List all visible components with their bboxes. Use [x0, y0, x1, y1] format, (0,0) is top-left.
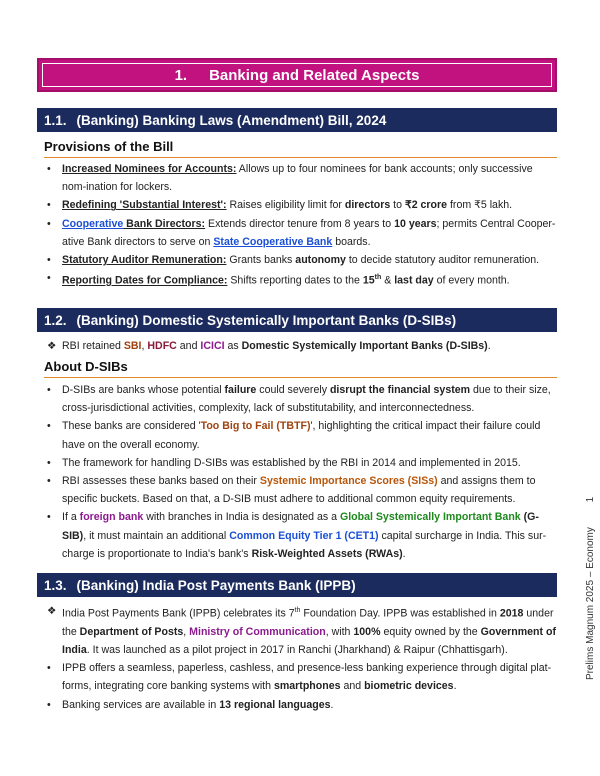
hdfc-highlight: HDFC: [147, 340, 177, 352]
list-item: • Banking services are available in 13 regional languages.: [47, 698, 334, 711]
list-item: • Cooperative Bank Directors: Extends director tenure from 8 years to 10 years; permits Central Cooper-ative Bank directors to serve on State Cooperative Bank boards.: [47, 217, 556, 248]
list-item: • IPPB offers a seamless, paperless, cashless, and presence-less banking experience through digital plat-forms, integrating core banking systems with smartphones and biometric devices.: [47, 662, 552, 693]
lead-text: under the: [62, 607, 554, 638]
section-heading-1-3: [37, 573, 557, 597]
lead-bold: Domestic Systemically Important Banks (D-SIBs): [241, 340, 488, 352]
list-item: • D-SIBs are banks whose potential failure could severely disrupt the financial system due to their size, cross-jurisdictional activities, complexity, lack of substitutability, and interconnectedness.: [47, 384, 551, 415]
lead-text: ,: [183, 625, 190, 638]
item-text: ; permits Central Cooper-ative Bank directors to serve on: [62, 217, 556, 248]
list-item: • RBI assesses these banks based on their Systemic Importance Scores (SISs) and assigns them to specific buckets. Based on that, a D-SIB must adhere to additional common equity requirements.: [47, 475, 536, 506]
item-text: Extends director tenure from 8 years to: [205, 217, 395, 230]
cooperative-link[interactable]: Cooperative: [62, 217, 124, 230]
item-text: with branches in India is designated as a: [143, 511, 340, 524]
item-bold: last day: [394, 274, 434, 287]
item-bold: smartphones: [273, 680, 341, 693]
sis-highlight: Systemic Importance Scores (SISs): [259, 475, 438, 488]
dsib-list: [44, 381, 557, 563]
lead-bold: Government of India: [62, 625, 556, 656]
tbtf-highlight: Too Big to Fail (TBTF): [200, 420, 311, 433]
lead-sup: th: [294, 607, 301, 614]
list-item: • Redefining 'Substantial Interest': Raises eligibility limit for directors to ₹2 crore from ₹5 lakh.: [47, 199, 513, 212]
item-term: Redefining 'Substantial Interest':: [62, 199, 227, 212]
lead-bold: 2018: [499, 607, 524, 620]
list-item: • The framework for handling D-SIBs was established by the RBI in 2014 and implemented in 2015.: [47, 456, 521, 469]
item-bold: 15: [362, 274, 375, 287]
lead-text: .: [487, 340, 491, 352]
item-bold: 13 regional languages: [219, 698, 331, 711]
ministry-highlight: Ministry of Communication: [189, 625, 326, 638]
subheading-provisions: Provisions of the Bill: [44, 139, 557, 158]
lead-text: , with: [325, 625, 354, 638]
item-term: Reporting Dates for Compliance:: [62, 274, 228, 287]
item-text: .: [330, 698, 334, 711]
lead-text: RBI retained: [62, 340, 124, 352]
item-text: Raises eligibility limit for: [226, 199, 345, 212]
item-bold: disrupt the financial system: [329, 384, 471, 396]
item-text: capital surcharge in India. This sur-charge is proportionate to India's bank's: [62, 529, 547, 560]
list-item: • Reporting Dates for Compliance: Shifts reporting dates to the 15th & last day of every month.: [47, 272, 510, 287]
lead-text: equity owned by the: [380, 625, 481, 638]
item-term: Bank Directors:: [123, 217, 206, 230]
list-item: • If a foreign bank with branches in India is designated as a Global Systemically Important Bank (G-SIB), it must maintain an additional Common Equity Tier 1 (CET1) capital surcharge in India. This sur-charge is proportionate to India's bank's Risk-Weighted Assets (RWAs).: [47, 511, 547, 560]
item-text: and assigns them to specific buckets. Based on that, a D-SIB must adhere to additional common equity requirements.: [62, 475, 536, 506]
item-text: Banking services are available in: [62, 698, 220, 711]
lead-text: . It was launched as a pilot project in 2017 in Ranchi (Jharkhand) & Raipur (Chhattisgarh).: [86, 643, 508, 656]
subheading-about-dsibs: About D-SIBs: [44, 359, 557, 378]
cet1-highlight: Common Equity Tier 1 (CET1): [229, 529, 379, 542]
item-text: The framework for handling D-SIBs was established by the RBI in 2014 and implemented in 2015.: [62, 456, 521, 469]
item-text: due to their size, cross-jurisdictional activities, complexity, lack of substitutability, and interconnectedness.: [62, 384, 551, 415]
item-text: These banks are considered ': [62, 420, 201, 433]
section-number: 1.2.: [44, 312, 67, 328]
lead-text: as: [224, 340, 242, 352]
item-text: &: [381, 274, 395, 287]
lead-text: India Post Payments Bank (IPPB) celebrates its 7: [62, 607, 295, 620]
lead-bold: Department of Posts: [79, 625, 184, 638]
list-item: • Increased Nominees for Accounts: Allows up to four nominees for bank accounts; only successive nom-ination for lockers.: [47, 163, 533, 194]
lead-text: Foundation Day. IPPB was established in: [300, 607, 500, 620]
item-text: RBI assesses these banks based on their: [62, 475, 260, 488]
item-text: and: [340, 680, 365, 693]
item-bold: ₹2 crore: [404, 199, 448, 212]
sbi-highlight: SBI: [123, 340, 142, 352]
item-sup: th: [374, 274, 382, 282]
provisions-list: [44, 160, 557, 290]
item-bold: Risk-Weighted Assets (RWAs): [251, 547, 403, 560]
item-text: from ₹5 lakh.: [447, 199, 513, 212]
section-title: (Banking) Banking Laws (Amendment) Bill, 2024: [76, 112, 387, 128]
foreign-bank-highlight: foreign bank: [79, 511, 144, 524]
item-bold: biometric devices: [364, 680, 454, 693]
section-heading-1-1: [37, 108, 557, 132]
item-bold: 10 years: [394, 217, 437, 230]
item-text: .: [453, 680, 457, 693]
item-bold: failure: [224, 384, 257, 396]
lead-text: ,: [141, 340, 148, 352]
section-heading-1-2: [37, 308, 557, 332]
item-text: Grants banks: [226, 254, 296, 267]
side-footer: [585, 497, 596, 680]
item-text: of every month.: [433, 274, 510, 287]
lead-text: and: [176, 340, 201, 352]
state-cooperative-bank-link[interactable]: State Cooperative Bank: [213, 235, 333, 248]
chapter-header: [37, 58, 557, 92]
item-term: Statutory Auditor Remuneration:: [62, 254, 227, 267]
dsib-lead: [44, 337, 557, 355]
item-text: Allows up to four nominees for bank accounts; only successive nom-ination for lockers.: [62, 163, 533, 194]
item-text: to: [390, 199, 405, 212]
item-text: could severely: [256, 384, 330, 396]
item-text: Shifts reporting dates to the: [227, 274, 363, 287]
item-text: D-SIBs are banks whose potential: [62, 384, 225, 396]
item-text: If a: [62, 511, 80, 524]
section-number: 1.1.: [44, 112, 67, 128]
gsib-highlight: Global Systemically Important Bank: [339, 511, 521, 524]
item-text: boards.: [332, 235, 371, 248]
ippb-content: [44, 602, 557, 714]
item-text: ', highlighting the critical impact their failure could have on the overall economy.: [62, 420, 541, 451]
item-bold: autonomy: [295, 254, 346, 267]
chapter-number: 1.: [174, 66, 188, 84]
item-text: IPPB offers a seamless, paperless, cashless, and presence-less banking experience through digital plat-forms, integrating core banking systems with: [62, 662, 552, 693]
item-text: .: [402, 547, 406, 560]
item-text: , it must maintain an additional: [83, 529, 230, 542]
footer-label: Prelims Magnum 2025 – Economy: [585, 527, 596, 680]
chapter-title: Banking and Related Aspects: [209, 66, 420, 84]
item-bold: directors: [344, 199, 391, 212]
list-item: • Statutory Auditor Remuneration: Grants banks autonomy to decide statutory auditor remuneration.: [47, 254, 540, 267]
lead-item: ❖ India Post Payments Bank (IPPB) celebrates its 7th Foundation Day. IPPB was established in 2018 under the Department of Posts, Ministry of Communication, with 100% equity owned by the Government of India. It was launched as a pilot project in 2017 in Ranchi (Jharkhand) & Raipur (Chhattisgarh).: [47, 605, 556, 656]
lead-bold: 100%: [353, 625, 381, 638]
item-term: Increased Nominees for Accounts:: [62, 163, 237, 175]
section-title: (Banking) India Post Payments Bank (IPPB): [76, 577, 356, 593]
list-item: • These banks are considered 'Too Big to Fail (TBTF)', highlighting the critical impact their failure could have on the overall economy.: [47, 420, 541, 451]
section-number: 1.3.: [44, 577, 67, 593]
icici-highlight: ICICI: [200, 340, 225, 352]
page-number: 1: [585, 496, 596, 503]
section-title: (Banking) Domestic Systemically Important Banks (D-SIBs): [76, 312, 457, 328]
item-text: to decide statutory auditor remuneration.: [345, 254, 540, 267]
item-bold: (G-SIB): [62, 511, 539, 542]
lead-item: ❖ RBI retained SBI, HDFC and ICICI as Domestic Systemically Important Banks (D-SIBs).: [47, 340, 491, 352]
